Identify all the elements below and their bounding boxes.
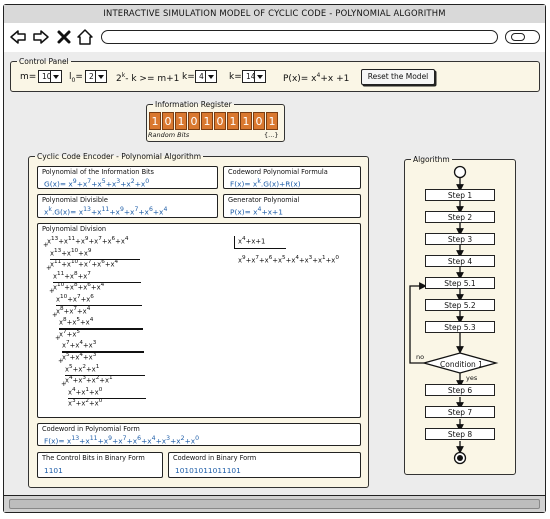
control-bits-value: 1101 <box>44 466 63 475</box>
encoder-legend: Cyclic Code Encoder - Polynomial Algorithm <box>37 152 202 161</box>
plus-sign: + <box>43 241 49 249</box>
division-line: $x^{10}+x^7+x^6$ <box>56 294 94 304</box>
codeword-binary-box <box>168 452 361 478</box>
home-icon[interactable] <box>76 28 94 46</box>
division-line: $x^8+x^5+x^4$ <box>59 317 94 327</box>
division-line: $x^{10}+x^8+x^6+x^4$ <box>53 282 105 292</box>
division-line: $x^{13}+x^{10}+x^9$ <box>50 247 92 257</box>
algorithm-legend: Algorithm <box>413 155 450 164</box>
division-line: $x^8+x^7+x^4$ <box>56 305 91 315</box>
no-label: no <box>416 353 425 361</box>
codeword-polynomial-label: Codeword in Polynomial Form <box>42 425 140 433</box>
division-line: $x^5+x^4+x^3$ <box>62 352 97 362</box>
division-line: $x^3+x^2+x^0$ <box>68 398 103 408</box>
chevron-down-icon <box>205 71 216 82</box>
division-line: $x^4+x^3+x^2+x^1$ <box>65 375 113 385</box>
k2-label: k= <box>229 72 242 82</box>
polynomial-division-label: Polynomial Division <box>42 225 107 233</box>
random-bits-caption: Random Bits <box>148 131 190 139</box>
algorithm-step[interactable]: Step 5.2 <box>425 299 495 311</box>
forward-arrow-icon[interactable] <box>32 28 50 46</box>
plus-sign: + <box>58 357 64 365</box>
division-line: $x^4+x^1+x^0$ <box>68 386 103 397</box>
algorithm-step[interactable]: Step 2 <box>425 211 495 223</box>
algorithm-step[interactable]: Step 5.1 <box>425 277 495 289</box>
information-register-legend: Information Register <box>155 100 232 109</box>
plus-sign: + <box>49 287 55 296</box>
yes-label: yes <box>466 374 478 382</box>
browser-toolbar <box>4 23 545 53</box>
codeword-polynomial-box <box>37 423 361 446</box>
algorithm-step[interactable]: Step 6 <box>425 384 495 396</box>
division-line: $x^7+x^5$ <box>59 328 80 339</box>
plus-sign: + <box>55 333 61 342</box>
generator-polynomial-box <box>223 194 361 218</box>
division-line: $x^7+x^4+x^3$ <box>62 340 97 350</box>
l0-select[interactable]: 2 <box>85 70 107 83</box>
codeword-binary-label: Codeword in Binary Form <box>173 454 257 462</box>
back-arrow-icon[interactable] <box>9 28 27 46</box>
m-label: m= <box>20 72 37 82</box>
register-bit: 1 <box>227 112 239 130</box>
plus-sign: + <box>61 380 67 389</box>
divisor: $x^4+x+1$ <box>238 236 266 246</box>
chevron-down-icon <box>50 71 61 82</box>
register-bit: 0 <box>214 112 226 130</box>
k2-select[interactable]: 14 <box>242 70 266 83</box>
divisor-rule <box>234 248 286 249</box>
chevron-down-icon <box>254 71 265 82</box>
polynomial-divisible-value: $x^k.G(x)= x^{13}+x^{11}+x^9+x^7+x^6+x^4$ <box>44 206 168 217</box>
title-bar <box>4 5 545 24</box>
m-select[interactable]: 10 <box>38 70 62 83</box>
algorithm-step[interactable]: Step 5.3 <box>425 321 495 333</box>
k-select[interactable]: 4 <box>195 70 217 83</box>
generator-poly-text: $P(x)= x^4+x +1$ <box>283 72 350 84</box>
register-bit: 0 <box>188 112 200 130</box>
info-bits-polynomial-value: $G(x)= x^9+x^7+x^5+x^3+x^2+x^0$ <box>44 178 150 189</box>
inequality-text: 2$^k$- k >= m+1 <box>116 72 180 84</box>
l0-label: $l_0=$ <box>69 72 83 84</box>
register-bit: 0 <box>253 112 265 130</box>
search-field[interactable] <box>505 30 540 44</box>
register-bit: 1 <box>240 112 252 130</box>
codeword-formula-box <box>223 166 361 189</box>
k-label: k= <box>182 72 195 82</box>
horizontal-scrollbar[interactable] <box>9 499 540 509</box>
control-panel-legend: Control Panel <box>19 57 69 66</box>
generator-polynomial-value: $P(x)= x^4+x+1$ <box>230 206 283 217</box>
address-bar[interactable] <box>101 30 498 44</box>
info-bits-polynomial-label: Polynomial of the Information Bits <box>42 168 154 176</box>
division-line: $x^{11}+x^8+x^7$ <box>53 270 91 281</box>
division-line: $x^{13}+x^{11}+x^9+x^7+x^6+x^4$ <box>47 236 129 246</box>
reset-model-button[interactable]: Reset the Model <box>361 69 435 85</box>
register-bit: 0 <box>162 112 174 130</box>
condition-label: Condition 1 <box>440 360 483 369</box>
polynomial-divisible-label: Polynomial Divisible <box>42 196 108 204</box>
plus-sign: + <box>46 264 52 273</box>
register-bit: 1 <box>201 112 213 130</box>
division-line: $x^5+x^2+x^1$ <box>65 363 100 373</box>
control-bits-box <box>37 452 163 478</box>
algorithm-step[interactable]: Step 3 <box>425 233 495 245</box>
codeword-binary-value: 10101011011101 <box>175 466 241 475</box>
polynomial-divisible-box <box>37 194 218 218</box>
codeword-formula-label: Codeword Polynomial Formula <box>228 168 328 176</box>
division-line: $x^{11}+x^{10}+x^7+x^6+x^4$ <box>50 259 119 269</box>
plus-sign: + <box>52 310 58 319</box>
algorithm-step[interactable]: Step 4 <box>425 255 495 267</box>
status-bar <box>4 495 545 512</box>
codeword-formula-value: $F(x)= x^k.G(x)+R(x)$ <box>230 178 301 189</box>
codeword-polynomial-value: $F(x)= x^{13}+x^{11}+x^9+x^7+x^6+x^4+x^3+x^2+x^0$ <box>44 435 200 446</box>
divisor-bracket <box>234 236 235 249</box>
register-bit: 1 <box>266 112 278 130</box>
control-bits-label: The Control Bits in Binary Form <box>42 454 145 462</box>
window-title: INTERACTIVE SIMULATION MODEL OF CYCLIC CODE - POLYNOMIAL ALGORITHM <box>103 8 446 18</box>
search-icon <box>511 33 525 41</box>
chevron-down-icon <box>95 71 106 82</box>
more-button[interactable]: {...} <box>264 131 279 139</box>
algorithm-step[interactable]: Step 1 <box>425 189 495 201</box>
register-bit: 1 <box>175 112 187 130</box>
algorithm-step[interactable]: Step 8 <box>425 428 495 440</box>
register-bit: 1 <box>149 112 161 130</box>
algorithm-step[interactable]: Step 7 <box>425 406 495 418</box>
info-bits-polynomial-box <box>37 166 218 189</box>
generator-polynomial-label: Generator Polynomial <box>228 196 300 204</box>
close-icon[interactable] <box>55 28 73 46</box>
quotient: $x^9+x^7+x^6+x^5+x^4+x^3+x^1+x^0$ <box>238 255 339 265</box>
